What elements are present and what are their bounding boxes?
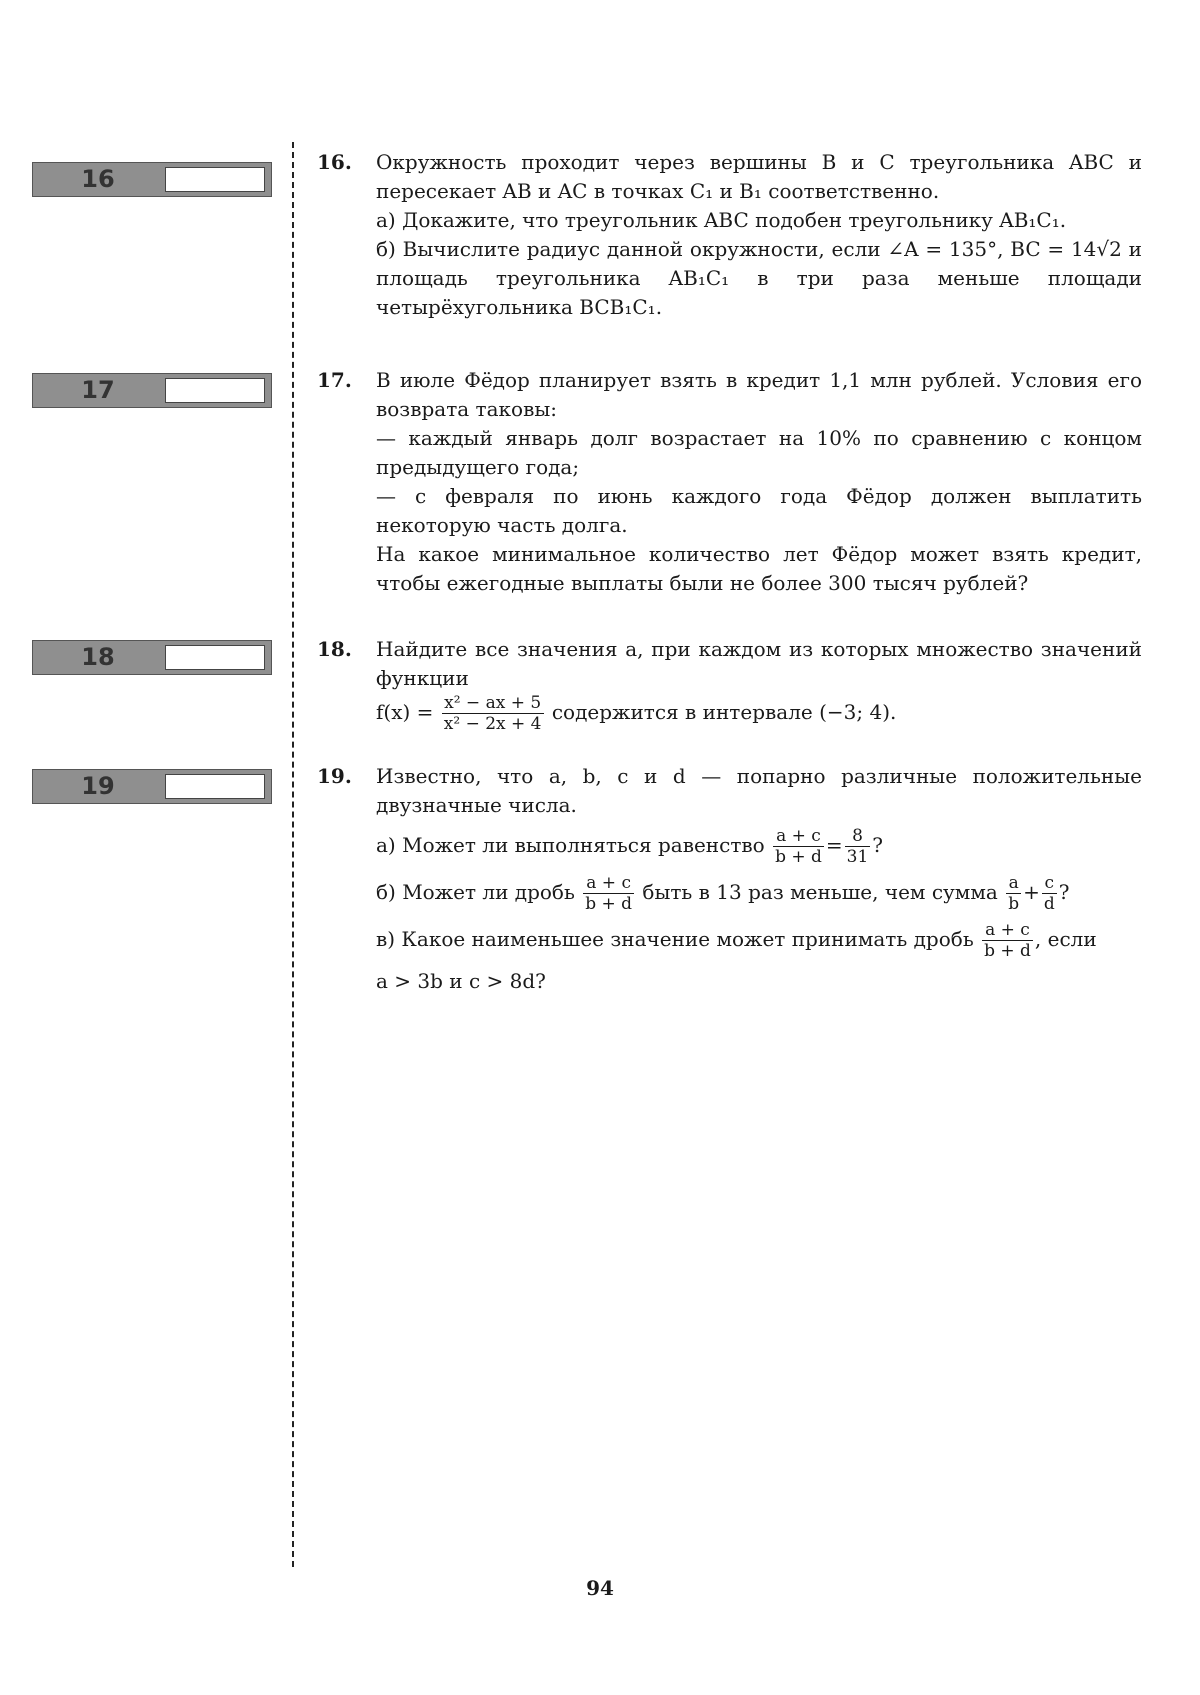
fraction: [1042, 873, 1057, 914]
answer-box-number: 17: [81, 376, 115, 404]
function-fraction: [442, 693, 544, 734]
question-mark: ?: [872, 833, 884, 857]
problem-number: 18.: [317, 637, 352, 661]
problem-part-c-condition: a > 3b и c > 8d?: [376, 969, 546, 993]
problem-text-end: содержится в интервале (−3; 4).: [551, 700, 897, 724]
answer-field[interactable]: [165, 774, 265, 799]
answer-box-number: 19: [81, 772, 115, 800]
problem-text: Окружность проходит через вершины B и C треугольника ABC и пересекает AB и AC в точках C₁ и B₁ соответственно.: [376, 150, 1142, 203]
problem-part-a: а) Докажите, что треугольник ABC подобен треугольнику AB₁C₁.: [376, 208, 1067, 232]
answer-box-16: [32, 162, 272, 197]
problem-text: Найдите все значения a, при каждом из которых множество значений функции: [376, 637, 1142, 690]
part-b-text: быть в 13 раз меньше, чем сумма: [642, 880, 998, 904]
part-c-text: в) Какое наименьшее значение может принимать дробь: [376, 927, 974, 951]
fraction-numerator: x² − ax + 5: [442, 693, 544, 714]
function-lhs: f(x) =: [376, 700, 434, 724]
fraction: [845, 826, 871, 867]
problem-part-b: [376, 873, 1142, 914]
part-c-text: , если: [1034, 927, 1097, 951]
problem-18: [317, 635, 1142, 734]
answer-field[interactable]: [165, 645, 265, 670]
fraction-denominator: 31: [846, 847, 869, 867]
part-a-text: а) Может ли выполняться равенство: [376, 833, 765, 857]
answer-box-number: 16: [81, 165, 115, 193]
plus-sign: +: [1023, 880, 1040, 904]
problem-part-b: б) Вычислите радиус данной окружности, если ∠A = 135°, BC = 14√2 и площадь треугольника AB₁C₁ в три раза меньше площади четырёхугольника BCB₁C₁.: [376, 237, 1142, 319]
fraction-denominator: b + d: [585, 894, 633, 914]
fraction-numerator: 8: [845, 826, 871, 847]
fraction: [583, 873, 634, 914]
fraction: [773, 826, 824, 867]
answer-box-17: [32, 373, 272, 408]
problem-intro: В июле Фёдор планирует взять в кредит 1,1 млн рублей. Условия его возврата таковы:: [376, 368, 1142, 421]
fraction-denominator: d: [1043, 894, 1055, 914]
answer-box-19: [32, 769, 272, 804]
problem-number: 17.: [317, 368, 352, 392]
answer-field[interactable]: [165, 167, 265, 192]
fraction-denominator: b + d: [775, 847, 822, 867]
fraction-denominator: b + d: [984, 941, 1031, 961]
fraction-numerator: a + c: [583, 873, 634, 894]
fraction-denominator: x² − 2x + 4: [443, 714, 542, 734]
problem-condition: — каждый январь долг возрастает на 10% по сравнению с концом предыдущего года;: [376, 426, 1142, 479]
cut-line: [292, 142, 294, 1567]
fraction-numerator: a + c: [773, 826, 824, 847]
equals-sign: =: [825, 833, 843, 857]
fraction: [982, 920, 1033, 961]
fraction-numerator: a: [1006, 873, 1021, 894]
problem-16: [317, 148, 1142, 322]
part-b-text: б) Может ли дробь: [376, 880, 575, 904]
problem-number: 16.: [317, 150, 352, 174]
answer-field[interactable]: [165, 378, 265, 403]
problem-formula-line: [376, 693, 1142, 734]
problem-number: 19.: [317, 764, 352, 788]
problem-part-a: [376, 826, 1142, 867]
problem-part-c: [376, 920, 1142, 961]
problem-17: [317, 366, 1142, 598]
problem-intro: Известно, что a, b, c и d — попарно различные положительные двузначные числа.: [376, 764, 1142, 817]
page-number: 94: [586, 1576, 614, 1600]
answer-box-18: [32, 640, 272, 675]
answer-box-number: 18: [81, 643, 115, 671]
fraction-numerator: c: [1042, 873, 1057, 894]
problem-condition: — с февраля по июнь каждого года Фёдор должен выплатить некоторую часть долга.: [376, 484, 1142, 537]
problem-19: [317, 762, 1142, 996]
problem-question: На какое минимальное количество лет Фёдор может взять кредит, чтобы ежегодные выплаты были не более 300 тысяч рублей?: [376, 542, 1142, 595]
fraction-numerator: a + c: [982, 920, 1033, 941]
fraction-denominator: b: [1008, 894, 1020, 914]
question-mark: ?: [1058, 880, 1070, 904]
fraction: [1006, 873, 1021, 914]
